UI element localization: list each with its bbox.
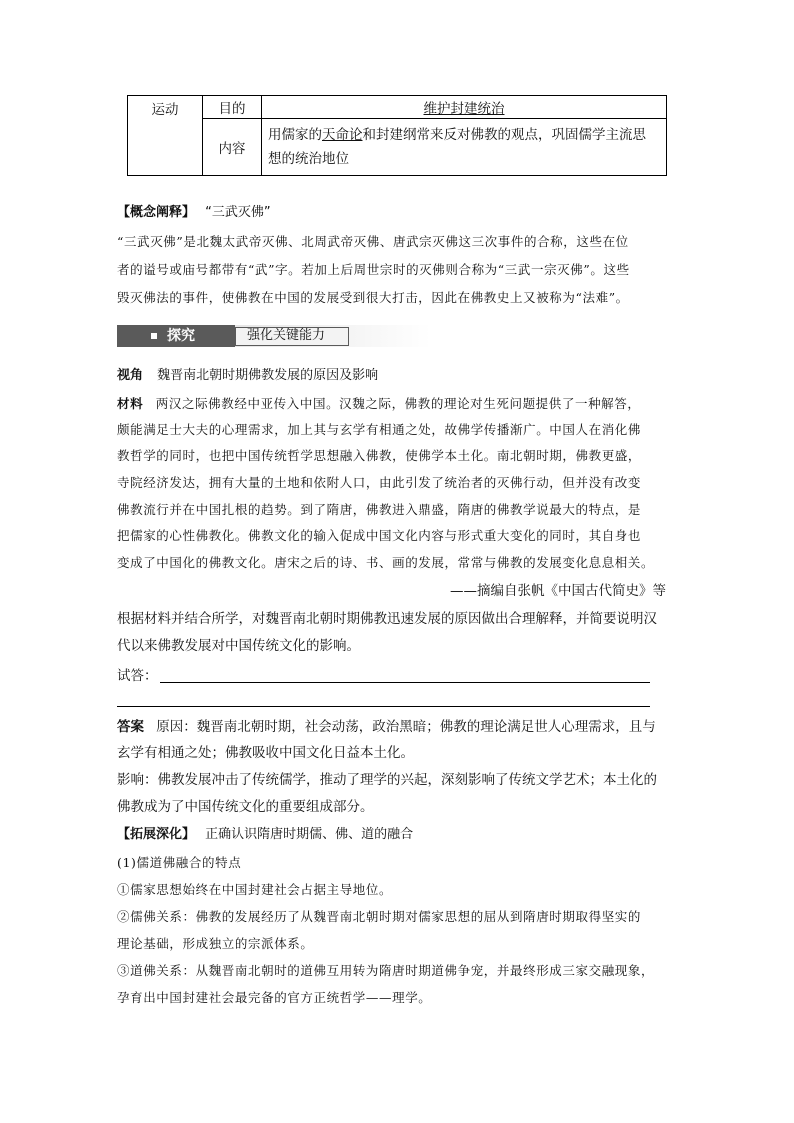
material-source: ——摘编自张帆《中国古代简史》等 [450, 583, 666, 599]
concept-line-1: “三武灭佛”是北魏太武帝灭佛、北周武帝灭佛、唐武宗灭佛这三次事件的合称，这些在位 [117, 234, 629, 249]
extend-label: 【拓展深化】 [117, 827, 196, 842]
material-line-4: 寺院经济发达，拥有大量的土地和依附人口，由此引发了统治者的灭佛行动，但并没有改变 [117, 475, 642, 490]
content-label: 内容 [203, 119, 262, 176]
question-line-2: 代以来佛教发展对中国传统文化的影响。 [117, 638, 360, 654]
extend-line-2: ①儒家思想始终在中国封建社会占据主导地位。 [117, 882, 393, 897]
section-dark-label: 探究 [167, 328, 195, 344]
answer-blank-line-1[interactable] [160, 682, 650, 683]
perspective-title: 魏晋南北朝时期佛教发展的原因及影响 [157, 368, 379, 383]
concept-title: “三武灭佛” [205, 205, 271, 220]
content-value: 用儒家的天命论和封建纲常来反对佛教的观点，巩固儒学主流思 想的统治地位 [262, 119, 667, 176]
extend-heading [117, 822, 413, 848]
material-label: 材料 [117, 396, 144, 411]
answer-line-4: 佛教成为了中国传统文化的重要组成部分。 [117, 799, 374, 815]
material-line-2: 颇能满足士大夫的心理需求，加上其与玄学有相通之处，故佛学传播渐广。中国人在消化佛 [117, 422, 642, 437]
answer-line-1: 答案 原因：魏晋南北朝时期，社会动荡，政治黑暗；佛教的理论满足世人心理需求，且与 [117, 719, 656, 735]
extend-line-4: 理论基础，形成独立的宗派体系。 [117, 936, 314, 951]
question-line-1: 根据材料并结合所学，对魏晋南北朝时期佛教迅速发展的原因做出合理解释，并简要说明汉 [117, 611, 657, 627]
concept-heading [117, 200, 271, 226]
row-header-cell: 运动 [128, 96, 203, 176]
extend-line-5: ③道佛关系：从魏晋南北朝时的道佛互用转为隋唐时期道佛争宠，并最终形成三家交融现象， [117, 963, 655, 978]
answer-label: 答案 [117, 719, 144, 735]
square-bullet-icon [151, 333, 157, 339]
section-banner [117, 325, 431, 347]
extend-line-6: 孕育出中国封建社会最完备的官方正统哲学——理学。 [117, 990, 432, 1005]
extend-line-1: (1)儒道佛融合的特点 [117, 855, 242, 870]
section-light-label: 强化关键能力 [247, 328, 326, 343]
perspective-label: 视角 [117, 368, 144, 383]
answer-line-2: 玄学有相通之处；佛教吸收中国文化日益本土化。 [117, 745, 414, 761]
material-line-5: 佛教流行并在中国扎根的趋势。到了隋唐，佛教进入鼎盛，隋唐的佛教学说最大的特点，是 [117, 502, 642, 517]
extend-title: 正确认识隋唐时期儒、佛、道的融合 [205, 827, 414, 842]
purpose-value: 维护封建统治 [262, 96, 667, 119]
material-line-3: 教哲学的同时，也把中国传统哲学思想融入佛教，使佛学本土化。南北朝时期，佛教更盛， [117, 448, 642, 463]
concept-line-2: 者的谥号或庙号都带有“武”字。若加上后周世宗时的灭佛则合称为“三武一宗灭佛”。这些 [117, 262, 630, 277]
concept-line-3: 毁灭佛法的事件，使佛教在中国的发展受到很大打击，因此在佛教史上又被称为“法难”。 [117, 290, 629, 305]
extend-line-3: ②儒佛关系：佛教的发展经历了从魏晋南北朝时期对儒家思想的屈从到隋唐时期取得坚实的 [117, 909, 642, 924]
material-line-6: 把儒家的心性佛教化。佛教文化的输入促成中国文化内容与形式重大变化的同时，其自身也 [117, 528, 642, 543]
try-answer-label: 试答： [117, 668, 158, 684]
material-line-7: 变成了中国化的佛教文化。唐宋之后的诗、书、画的发展，常常与佛教的发展变化息息相关。 [117, 555, 655, 570]
material-line-1: 材料 两汉之际佛教经中亚传入中国。汉魏之际，佛教的理论对生死问题提供了一种解答， [117, 396, 641, 411]
answer-blank-line-2[interactable] [117, 706, 650, 707]
movement-table [127, 95, 667, 176]
answer-line-3: 影响：佛教发展冲击了传统儒学，推动了理学的兴起，深刻影响了传统文学艺术；本土化的 [117, 772, 657, 788]
purpose-label: 目的 [203, 96, 262, 119]
perspective-heading [117, 363, 378, 389]
concept-label: 【概念阐释】 [117, 205, 196, 220]
